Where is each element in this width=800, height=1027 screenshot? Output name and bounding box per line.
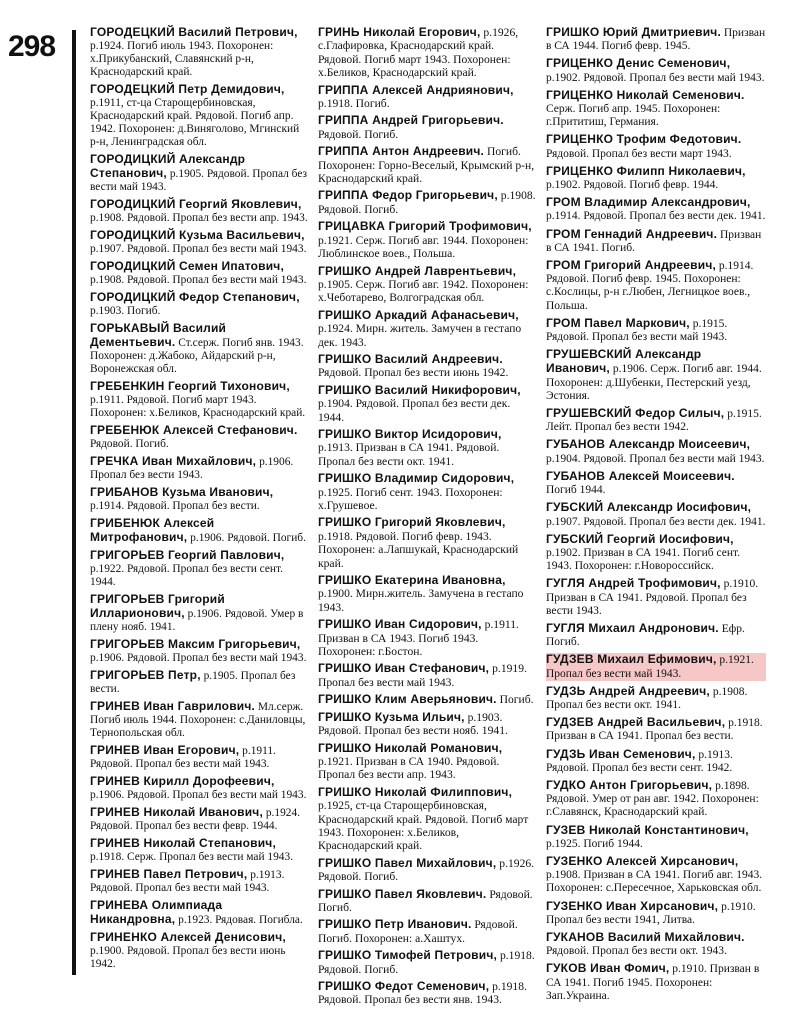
entry-name: ГРОМ Владимир Александрович, — [546, 195, 751, 210]
entry-name: ГУБАНОВ Алексей Моисеевич. — [546, 468, 735, 483]
entry-body: р.1925. Погиб сент. 1943. Похоронен: х.Грушевое. — [318, 485, 503, 512]
entry-name: ГУКАНОВ Василий Михайлович. — [546, 929, 745, 944]
entry-body: р.1908. Призван в СА 1941. Погиб авг. 1943. Похоронен: с.Пересечное, Харьковская обл. — [546, 869, 763, 895]
entry-body: р.1908. Пропал без вести окт. 1941. — [546, 685, 748, 711]
entry — [546, 779, 766, 820]
entry-name: ГРИГОРЬЕВ Максим Григорьевич, — [90, 637, 301, 651]
entry-body: р.1922. Рядовой. Пропал без вести сент. 1944. — [90, 563, 283, 588]
entry — [546, 470, 766, 497]
entry-name: ГРИШКО Петр Иванович. — [318, 917, 472, 932]
entry-name: ГРИНЕВ Иван Егорович, — [90, 743, 240, 757]
entry-body: р.1924. Погиб июль 1943. Похоронен: х.Прикубанский, Славянский р-н, Краснодарский край. — [90, 40, 274, 78]
entry-body: Рядовой. Пропал без вести окт. 1943. — [546, 945, 727, 958]
entry-body: р.1902. Рядовой. Погиб февр. 1944. — [546, 179, 719, 192]
entry-body: р.1923. Рядовая. Погибла. — [175, 914, 303, 926]
entry — [546, 900, 766, 927]
entry — [318, 918, 536, 945]
entry-body: р.1915. Рядовой. Пропал без вести май 1943. — [546, 317, 728, 344]
entry — [318, 145, 536, 185]
entry — [318, 26, 536, 80]
entry-body: р.1913. Рядовой. Пропал без вести сент. 1942. — [546, 748, 733, 774]
entry-body: р.1926, с.Глафировка, Краснодарский край. Рядовой. Погиб март 1943. Похоронен: х.Беликов, Краснодарский край. — [318, 26, 519, 80]
entry-body: р.1926. Рядовой. Погиб. — [318, 856, 535, 884]
entry-body: Рядовой. Погиб. — [318, 127, 399, 141]
entry — [90, 455, 308, 482]
entry — [90, 291, 308, 318]
entry-body: Призван в СА 1941. Погиб. — [546, 228, 762, 254]
entry — [90, 260, 308, 287]
entry-body: Серж. Погиб апр. 1945. Похоронен: г.Прититиш, Германия. — [546, 103, 721, 129]
entry-name: ГУБСКИЙ Георгий Иосифович, — [546, 531, 734, 546]
entry — [546, 317, 766, 344]
entry-body: р.1906. Серж. Погиб авг. 1944. Похоронен: д.Шубенки, Пестерский уезд, Эстония. — [546, 363, 762, 402]
entry-name: ГУЗЕНКО Алексей Хирсанович, — [546, 853, 739, 868]
entry-name: ГРИШКО Кузьма Ильич, — [318, 709, 465, 724]
entry-body: р.1903. Погиб. — [90, 305, 161, 317]
entry — [546, 533, 766, 574]
entry — [546, 348, 766, 403]
entry-name: ГРИЦЕНКО Денис Семенович, — [546, 56, 731, 71]
entry-name: ГРИППА Антон Андреевич. — [318, 144, 485, 159]
entry — [90, 198, 308, 225]
entry-name: ГРИБЕНЮК Алексей Митрофанович, — [90, 516, 215, 544]
entry-name: ГРИШКО Аркадий Афанасьевич, — [318, 307, 519, 322]
entry-body: р.1921. Призван в СА 1940. Рядовой. Пропал без вести апр. 1943. — [318, 754, 500, 782]
entry-name: ГРЕЧКА Иван Михайлович, — [90, 454, 257, 468]
entry — [546, 165, 766, 192]
entry — [546, 133, 766, 160]
entry-name: ГРИНЕНКО Алексей Денисович, — [90, 930, 286, 944]
entry-body: р.1910. Призван в СА 1941. Погиб 1945. Похоронен: Зап.Украина. — [546, 963, 760, 1002]
entry-name: ГРИНЕВ Николай Степанович, — [90, 836, 277, 850]
entry-name: ГРОМ Павел Маркович, — [546, 315, 690, 330]
entry-body: р.1904. Рядовой. Пропал без вести май 1943. — [546, 452, 765, 465]
entry-name: ГРОМ Григорий Андреевич, — [546, 258, 717, 273]
entry — [318, 189, 536, 216]
entry — [546, 716, 766, 743]
entry — [318, 693, 536, 706]
entry-body: р.1906. Рядовой. Умер в плену нояб. 1941. — [90, 608, 304, 633]
entry-name: ГРИШКО Николай Филиппович, — [318, 784, 513, 799]
column-1 — [90, 26, 308, 975]
entry-body: Погиб 1944. — [546, 484, 606, 497]
entry-name: ГУБАНОВ Александр Моисеевич, — [546, 437, 751, 452]
entry-body: р.1924. Мирн. житель. Замучен в гестапо дек. 1943. — [318, 322, 522, 349]
entry-name: ГРЕБЕНКИН Георгий Тихонович, — [90, 379, 290, 393]
entry — [90, 593, 308, 634]
entry-name: ГРИЦЕНКО Трофим Федотович. — [546, 132, 742, 147]
entry — [90, 669, 308, 696]
entry — [318, 662, 536, 689]
entry-name: ГРИЦЕНКО Филипп Николаевич, — [546, 163, 746, 178]
entry-name: ГУДЗЕВ Михаил Ефимович, — [546, 652, 717, 667]
entry — [318, 114, 536, 141]
entry-name: ГРИШКО Григорий Яковлевич, — [318, 515, 506, 530]
entry-body: р.1921. Пропал без вести май 1943. — [546, 654, 754, 680]
entry — [546, 748, 766, 775]
entry — [90, 322, 308, 376]
entry — [546, 407, 766, 434]
entry-name: ГРИНЕВ Николай Иванович, — [90, 805, 263, 819]
entry — [90, 83, 308, 149]
entry — [318, 428, 536, 468]
entry — [318, 265, 536, 305]
entry-name: ГРИШКО Андрей Лаврентьевич, — [318, 263, 517, 278]
entry — [318, 220, 536, 260]
entry-name: ГРИШКО Екатерина Ивановна, — [318, 573, 506, 588]
entry-body: р.1902. Призван в СА 1941. Погиб сент. 1943. Похоронен: г.Новороссийск. — [546, 546, 741, 573]
entry-body: р.1911. Призван в СА 1943. Погиб 1943. Похоронен: г.Бостон. — [318, 618, 519, 659]
entry-body: Погиб. — [496, 693, 534, 707]
entry-name: ГРИШКО Иван Сидорович, — [318, 617, 482, 632]
entry — [318, 618, 536, 658]
entry-name: ГУГЛЯ Михаил Андронович. — [546, 620, 719, 635]
entry-body: р.1903. Рядовой. Пропал без вести нояб. 1941. — [318, 710, 508, 738]
page-number: 298 — [8, 30, 56, 63]
entry — [318, 857, 536, 884]
entry-body: р.1918. Призван в СА 1941. Пропал без вести. — [546, 717, 763, 743]
entry — [318, 353, 536, 380]
entry-name: ГУДЗЬ Иван Семенович, — [546, 746, 696, 761]
entry-body: р.1902. Рядовой. Пропал без вести май 1943. — [546, 71, 765, 84]
entry — [546, 685, 766, 712]
entry — [90, 549, 308, 589]
entry — [318, 574, 536, 614]
entry-body: р.1907. Рядовой. Пропал без вести май 1943. — [90, 243, 307, 255]
entry-name: ГРИГОРЬЕВ Григорий Илларионович, — [90, 592, 225, 620]
entry-body: р.1918. Рядовой. Пропал без вести янв. 1943. — [318, 980, 527, 1007]
entry-name: ГУБСКИЙ Александр Иосифович, — [546, 500, 752, 515]
entry — [318, 949, 536, 976]
entry-name: ГУГЛЯ Андрей Трофимович, — [546, 576, 721, 591]
entry-name: ГРИШКО Юрий Дмитриевич. — [546, 25, 721, 39]
entry — [90, 638, 308, 665]
entry-body: р.1910. Призван в СА 1941. Рядовой. Пропал без вести 1943. — [546, 578, 759, 617]
entry-name: ГРИНЕВ Кирилл Дорофеевич, — [90, 774, 275, 788]
entry — [90, 806, 308, 833]
entry-name: ГРИШКО Павел Яковлевич. — [318, 886, 487, 901]
entry — [318, 84, 536, 111]
entry-body: р.1910. Пропал без вести 1941, Литва. — [546, 900, 756, 926]
entry-name: ГРИШКО Виктор Исидорович, — [318, 426, 502, 441]
entry-body: р.1918. Рядовой. Погиб. — [318, 949, 535, 976]
entry-body: р.1921. Серж. Погиб авг. 1944. Похоронен: Люблинское воев., Польша. — [318, 233, 529, 261]
column-2 — [318, 26, 536, 1011]
entry-body: Рядовой. Погиб. — [90, 438, 169, 450]
entry-name: ГРИШКО Павел Михайлович, — [318, 855, 497, 870]
entry-body: р.1913. Призван в СА 1941. Рядовой. Пропал без вести окт. 1941. — [318, 441, 500, 468]
entry — [90, 26, 308, 79]
entry-name: ГОРОДИЦКИЙ Георгий Яковлевич, — [90, 197, 302, 211]
entry-name: ГУЗЕВ Николай Константинович, — [546, 822, 749, 837]
entry-body: Ефр. Погиб. — [546, 622, 745, 649]
entry-name: ГРУШЕВСКИЙ Федор Силыч, — [546, 406, 725, 421]
entry — [318, 711, 536, 738]
entry-name: ГОРОДИЦКИЙ Кузьма Васильевич, — [90, 228, 305, 242]
entry-name: ГРИШКО Клим Аверьянович. — [318, 692, 497, 707]
entry — [546, 931, 766, 958]
entry — [318, 516, 536, 570]
entry — [90, 229, 308, 256]
entry-name: ГРИШКО Николай Романович, — [318, 740, 503, 755]
entry — [546, 622, 766, 649]
entry-body: Рядовой. Погиб. — [318, 887, 533, 914]
entry-body: р.1911, ст-ца Старощербиновская, Краснодарский край. Рядовой. Погиб апр. 1942. Похоронен: д.Виняголово, Мгинский р-н, Ленинградская обл. — [90, 97, 300, 148]
entry-name: ГРИШКО Иван Стефанович, — [318, 661, 490, 676]
entry-body: р.1914. Рядовой. Пропал без вести. — [90, 500, 260, 512]
entry — [546, 196, 766, 223]
entry-name: ГОРОДИЦКИЙ Александр Степанович, — [90, 152, 246, 180]
entry-name: ГУЗЕНКО Иван Хирсанович, — [546, 898, 719, 913]
entry-name: ГУКОВ Иван Фомич, — [546, 961, 670, 976]
entry — [90, 931, 308, 971]
entry-body: р.1906. Рядовой. Пропал без вести май 1943. — [90, 789, 307, 801]
entry-name: ГРИШКО Тимофей Петрович, — [318, 948, 498, 963]
entry-name: ГРИППА Федор Григорьевич, — [318, 188, 498, 203]
entry-body: р.1911. Рядовой. Пропал без вести май 1943. — [90, 745, 276, 770]
entry-name: ГУДЗЕВ Андрей Васильевич, — [546, 715, 726, 730]
entry-body: р.1908. Рядовой. Пропал без вести май 1943. — [90, 274, 307, 286]
entry-body: Мл.серж. Погиб июль 1944. Похоронен: с.Даниловцы, Тернопольская обл. — [90, 701, 306, 739]
entry-name: ГРИНЕВ Павел Петрович, — [90, 867, 248, 881]
entry — [90, 744, 308, 771]
entry-body: Ст.серж. Погиб янв. 1943. Похоронен: д.Жабоко, Айдарский р-н, Воронежская обл. — [90, 337, 304, 375]
entry — [90, 517, 308, 545]
entry-body: р.1925. Погиб 1944. — [546, 837, 643, 850]
entry-body: Призван в СА 1944. Погиб февр. 1945. — [546, 27, 766, 53]
entry-body: р.1908. Рядовой. Погиб. — [318, 189, 536, 216]
entry-body: р.1906. Рядовой. Погиб. — [187, 532, 306, 544]
entry-body: р.1906. Пропал без вести 1943. — [90, 456, 294, 481]
entry — [318, 309, 536, 349]
entry-body: р.1905. Рядовой. Пропал без вести май 1943. — [90, 168, 308, 193]
entry-name: ГОРОДИЦКИЙ Семен Ипатович, — [90, 259, 285, 273]
entry-name: ГРИНЕВА Олимпиада Никандровна, — [90, 898, 223, 926]
entry-name: ГРИНЕВ Иван Гаврилович. — [90, 699, 256, 713]
entry — [546, 501, 766, 528]
entry — [546, 89, 766, 130]
entry-body: р.1908. Рядовой. Пропал без вести апр. 1943. — [90, 212, 308, 224]
entry — [318, 786, 536, 853]
entry-name: ГРИБАНОВ Кузьма Иванович, — [90, 485, 274, 499]
entry-name: ГРИГОРЬЕВ Петр, — [90, 668, 201, 682]
entry — [90, 486, 308, 513]
entry — [90, 868, 308, 895]
entry-name: ГУДКО Антон Григорьевич, — [546, 777, 713, 792]
column-3 — [546, 26, 766, 1007]
entry-body: Рядовой. Пропал без вести июнь 1942. — [318, 366, 509, 380]
entry-body: р.1918. Серж. Пропал без вести май 1943. — [90, 851, 294, 863]
entry-name: ГРИШКО Владимир Сидорович, — [318, 471, 515, 486]
entry-name: ГРИЦАВКА Григорий Трофимович, — [318, 219, 532, 234]
entry-name: ГОРОДЕЦКИЙ Петр Демидович, — [90, 82, 285, 96]
entry-body: р.1898. Рядовой. Умер от ран авг. 1942. Похоронен: г.Славянск, Краснодарский край. — [546, 779, 759, 819]
entry-body: р.1907. Рядовой. Пропал без вести дек. 1941. — [546, 515, 766, 528]
entry-body: р.1900. Мирн.житель. Замучена в гестапо 1943. — [318, 587, 524, 614]
entry — [546, 438, 766, 465]
entry-name: ГУДЗЬ Андрей Андреевич, — [546, 683, 710, 698]
entry-name: ГРИШКО Василий Никифорович, — [318, 382, 521, 397]
entry-body: р.1905. Пропал без вести. — [90, 670, 296, 695]
entry — [318, 888, 536, 915]
entry — [90, 424, 308, 451]
entry — [90, 899, 308, 927]
entry — [546, 855, 766, 896]
entry-body: Рядовой. Пропал без вести март 1943. — [546, 147, 732, 160]
entry — [546, 228, 766, 255]
entry — [90, 153, 308, 194]
entry-name: ГРИГОРЬЕВ Георгий Павлович, — [90, 548, 285, 562]
entry-name: ГРОМ Геннадий Андреевич. — [546, 226, 718, 241]
entry-name: ГОРОДИЦКИЙ Федор Степанович, — [90, 290, 300, 304]
entry-name: ГРИШКО Василий Андреевич. — [318, 351, 503, 366]
entry — [546, 57, 766, 84]
entry-highlighted — [546, 653, 766, 680]
entry-body: р.1900. Рядовой. Пропал без вести июнь 1942. — [90, 945, 286, 970]
entry — [90, 837, 308, 864]
entry-body: р.1919. Пропал без вести май 1943. — [318, 662, 527, 689]
entry — [318, 384, 536, 424]
entry — [546, 577, 766, 618]
entry — [318, 742, 536, 782]
entry-body: Погиб. Похоронен: Горно-Веселый, Крымский р-н, Краснодарский край. — [318, 145, 535, 186]
entry-body: р.1913. Рядовой. Пропал без вести май 1943. — [90, 869, 285, 894]
entry-body: р.1925, ст-ца Старощербиновская, Краснодарский край. Рядовой. Погиб март 1943. Похоронен: х.Беликов, Краснодарский край. — [318, 799, 529, 853]
entry-body: р.1924. Рядовой. Пропал без вести февр. 1944. — [90, 807, 301, 832]
entry-name: ГРИППА Алексей Андриянович, — [318, 82, 514, 97]
entry-body: Рядовой. Погиб. Похоронен: а.Хаштух. — [318, 918, 518, 945]
entry — [546, 26, 766, 53]
entry-name: ГРЕБЕНЮК Алексей Стефанович. — [90, 423, 298, 437]
entry-name: ГРУШЕВСКИЙ Александр Иванович, — [546, 347, 702, 376]
entry-body: р.1911. Рядовой. Погиб март 1943. Похоронен: х.Беликов, Краснодарский край. — [90, 394, 306, 419]
entry — [90, 380, 308, 420]
entry-name: ГРИЦЕНКО Николай Семенович. — [546, 87, 745, 102]
entry-body: р.1914. Рядовой. Пропал без вести дек. 1941. — [546, 210, 766, 223]
entry-name: ГРИНЬ Николай Егорович, — [318, 25, 481, 39]
entry-body: р.1915. Лейт. Пропал без вести 1942. — [546, 408, 762, 434]
entry — [318, 980, 536, 1007]
entry — [546, 824, 766, 851]
entry-body: р.1914. Рядовой. Погиб февр. 1945. Похоронен: с.Кослицы, р-н г.Любен, Легницкое воев., Польша. — [546, 260, 754, 312]
entry — [90, 775, 308, 802]
entry-body: р.1918. Погиб. — [318, 97, 390, 111]
entry — [318, 472, 536, 512]
entry-name: ГОРОДЕЦКИЙ Василий Петрович, — [90, 25, 298, 39]
entry-name: ГРИППА Андрей Григорьевич. — [318, 113, 504, 128]
entry — [90, 700, 308, 740]
entry — [546, 962, 766, 1003]
entry-body: р.1918. Рядовой. Погиб февр. 1943. Похоронен: а.Лапшукай, Краснодарский край. — [318, 529, 519, 570]
entry — [546, 259, 766, 313]
entry-body: р.1906. Рядовой. Пропал без вести май 1943. — [90, 652, 307, 664]
entry-body: р.1905. Серж. Погиб авг. 1942. Похоронен: х.Чеботарево, Волгоградская обл. — [318, 277, 529, 305]
entry-body: р.1904. Рядовой. Пропал без вести дек. 1944. — [318, 397, 511, 424]
margin-rule — [72, 30, 76, 975]
entry-name: ГРИШКО Федот Семенович, — [318, 979, 490, 993]
entry-name: ГОРЬКАВЫЙ Василий Дементьевич. — [90, 321, 227, 349]
